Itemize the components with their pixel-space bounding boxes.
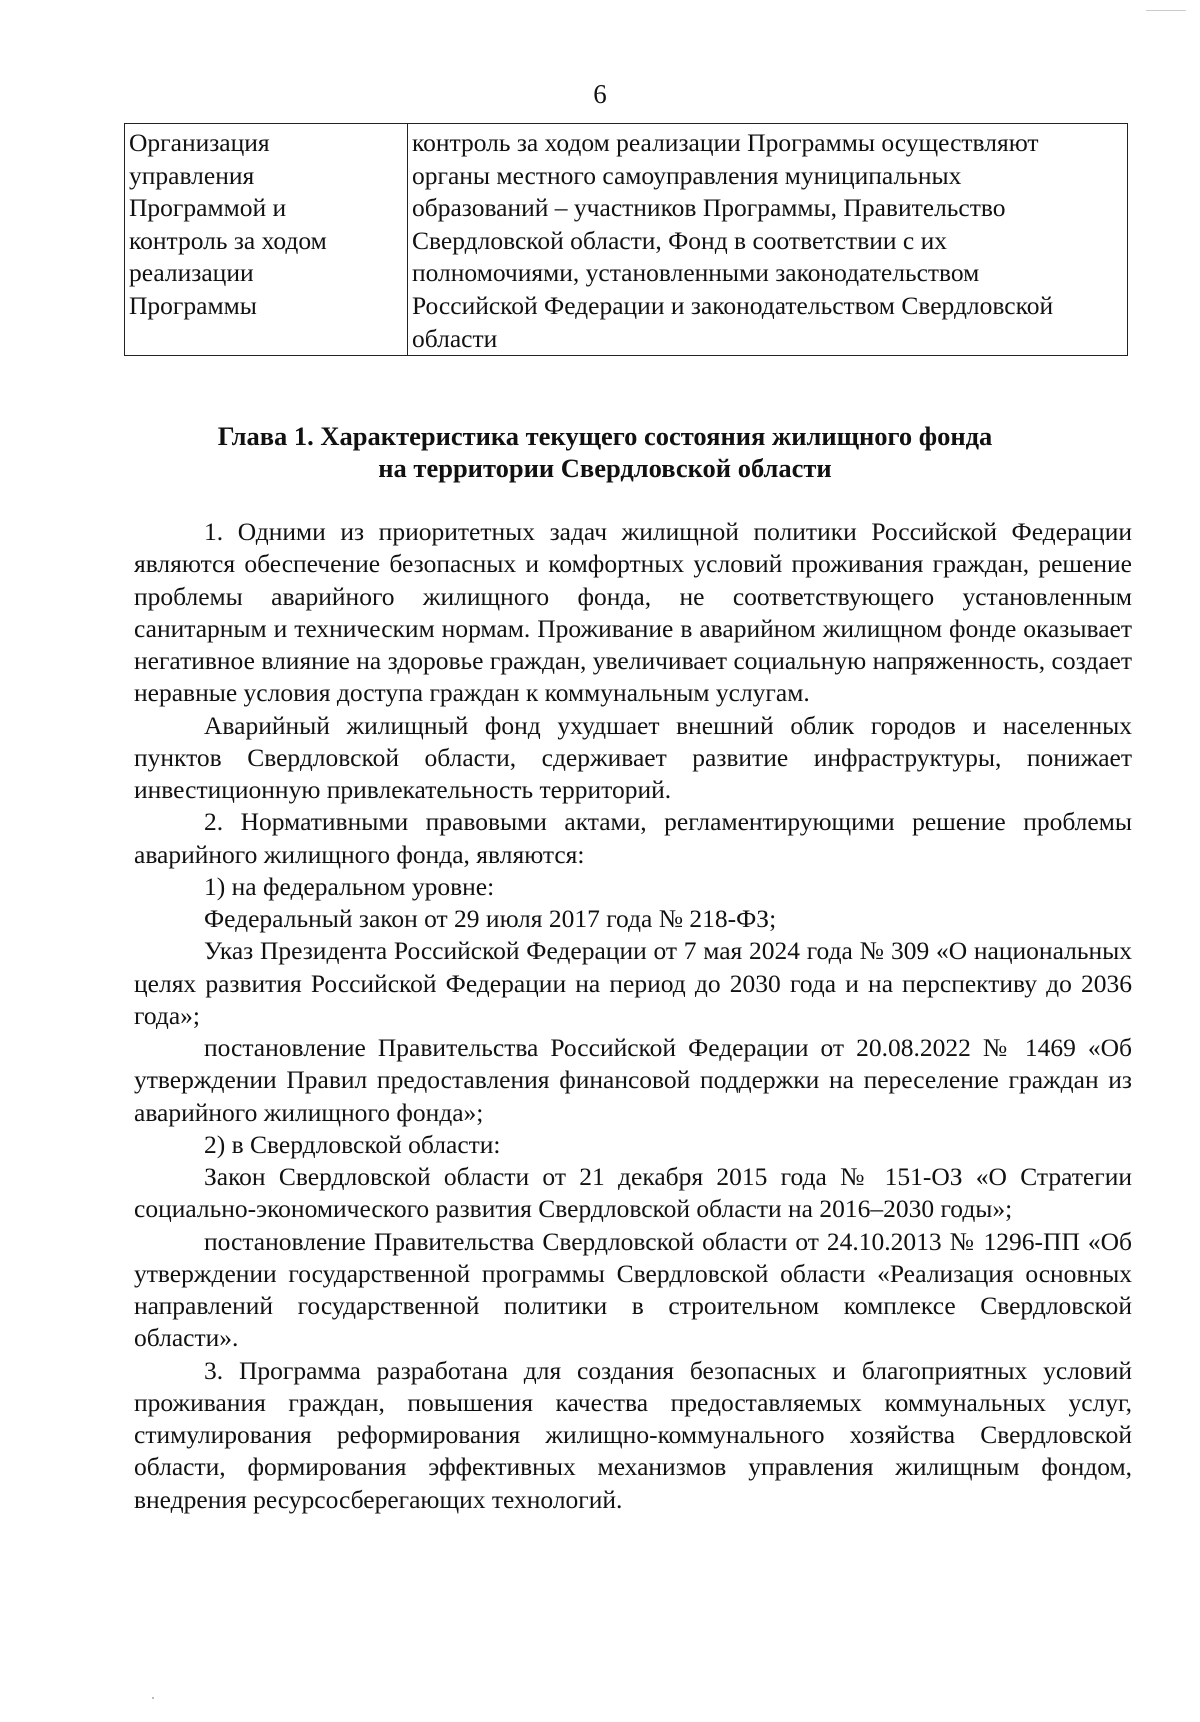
paragraph: 1) на федеральном уровне: — [204, 871, 495, 901]
table-row — [125, 124, 1128, 356]
cell-line: управления — [129, 160, 255, 190]
paragraph: 2. Нормативными правовыми актами, регламентирующими решение проблемы аварийного жилищного фонда, являются: — [134, 807, 1132, 869]
cell-line: Свердловской области, Фонд в соответствии с их — [412, 225, 948, 255]
cell-line: Российской Федерации и законодательством Свердловской — [412, 290, 1054, 320]
cell-line: образований – участников Программы, Правительство — [412, 193, 1006, 223]
page-number: 6 — [593, 79, 607, 109]
paragraph: Указ Президента Российской Федерации от 7 мая 2024 года № 309 «О национальных целях развития Российской Федерации на период до 2030 года и на перспективу до 2036 года»; — [134, 936, 1132, 1030]
cell-line: реализации — [129, 258, 254, 288]
cell-line: полномочиями, установленными законодательством — [412, 258, 980, 288]
cell-line: Организация — [129, 128, 270, 157]
paragraph: 1. Одними из приоритетных задач жилищной политики Российской Федерации являются обеспечение безопасных и комфортных условий проживания граждан, решение проблемы аварийного жилищного фонда, не соответствующего установленным санитарным и техническим нормам. Проживание в аварийном жилищном фонде оказывает негативное влияние на здоровье граждан, увеличивает социальную напряженность, создает неравные условия доступа граждан к коммунальным услугам. — [134, 517, 1132, 708]
paragraph: постановление Правительства Российской Федерации от 20.08.2022 № 1469 «Об утверждении Правил предоставления финансовой поддержки на переселение граждан из аварийного жилищного фонда»; — [134, 1033, 1132, 1127]
cell-line: контроль за ходом — [129, 225, 327, 255]
cell-line: органы местного самоуправления муниципальных — [412, 160, 962, 190]
chapter-title-line: Глава 1. Характеристика текущего состояния жилищного фонда — [217, 421, 993, 451]
cell-line: области — [412, 323, 498, 353]
scan-artifact-line — [1146, 10, 1186, 11]
paragraph: 2) в Свердловской области: — [204, 1129, 501, 1159]
table-cell-content — [408, 124, 1128, 356]
chapter-body — [134, 516, 1132, 1516]
paragraph: Закон Свердловской области от 21 декабря 2015 года № 151-ОЗ «О Стратегии социально-экономического развития Свердловской области на 2016–2030 годы»; — [134, 1162, 1132, 1224]
cell-line: Программы — [129, 290, 257, 320]
paragraph: Аварийный жилищный фонд ухудшает внешний облик городов и населенных пунктов Свердловской области, сдерживает развитие инфраструктуры, понижает инвестиционную привлекательность территорий. — [134, 710, 1132, 804]
paragraph: постановление Правительства Свердловской области от 24.10.2013 № 1296-ПП «Об утверждении государственной программы Свердловской области «Реализация основных направлений государственной политики в строительном комплексе Свердловской области». — [134, 1226, 1132, 1353]
cell-line: контроль за ходом реализации Программы осуществляют — [412, 128, 1039, 157]
chapter-title — [130, 420, 1080, 484]
scan-artifact-dot — [152, 1697, 154, 1699]
cell-line: Программой и — [129, 193, 287, 223]
program-info-table — [124, 123, 1128, 356]
paragraph: Федеральный закон от 29 июля 2017 года № 218-ФЗ; — [204, 904, 777, 933]
table-cell-heading — [125, 124, 408, 356]
paragraph: 3. Программа разработана для создания безопасных и благоприятных условий проживания граждан, повышения качества предоставляемых коммунальных услуг, стимулирования реформирования жилищно-коммунального хозяйства Свердловской области, формирования эффективных механизмов управления жилищным фондом, внедрения ресурсосберегающих технологий. — [134, 1355, 1132, 1514]
chapter-title-line: на территории Свердловской области — [378, 453, 832, 483]
